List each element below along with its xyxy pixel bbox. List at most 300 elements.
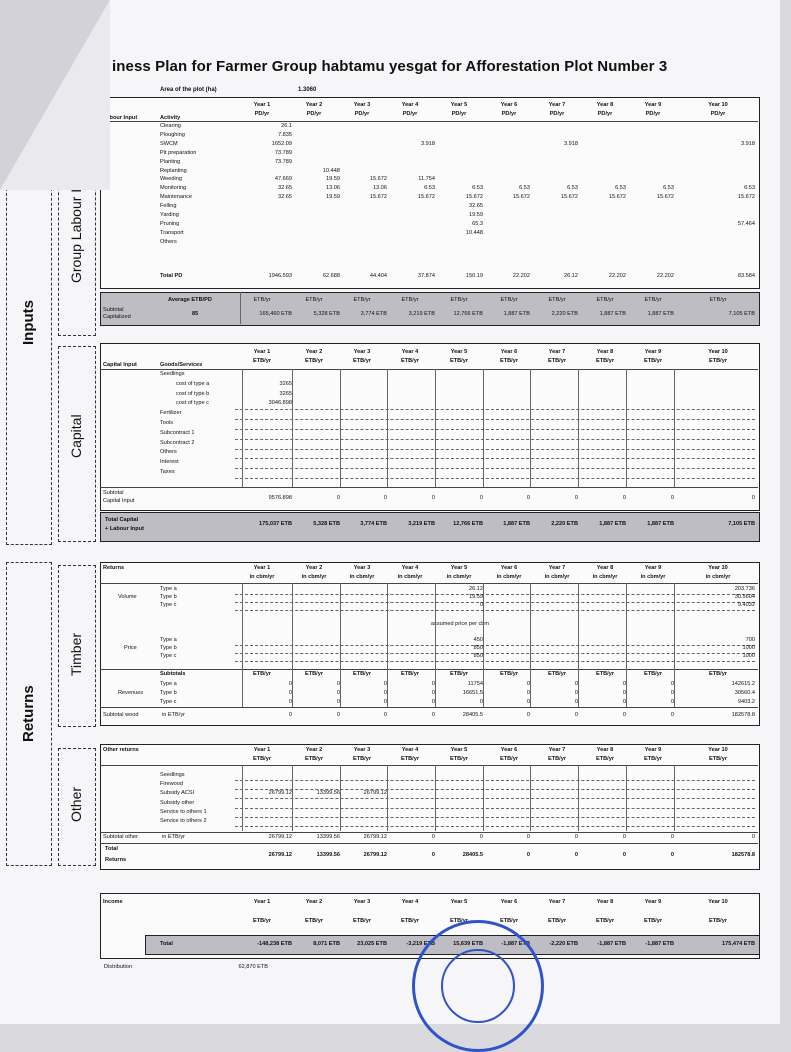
labour-unit-header: PD/yr [501,111,517,117]
capital-unit-header: ETB/yr [352,358,372,364]
income-unit-header: ETB/yr [252,918,272,924]
total-capital-value: 2,220 ETB [551,521,578,527]
revenue-value: 11754 [467,681,483,687]
timber-label: Timber [68,632,84,676]
capital-unit-header: ETB/yr [708,358,728,364]
capital-unit-header: ETB/yr [547,358,567,364]
income-unit-header: ETB/yr [304,918,324,924]
volume-value: 19.59 [469,594,483,601]
labour-activity-name: Yarding [160,212,179,218]
revenue-value: 0 [336,699,340,705]
labour-value: 3.918 [421,140,435,147]
row-divider [235,478,755,479]
revenues-label: Revenues [118,690,144,696]
row-divider [235,594,755,595]
column-divider [626,369,627,487]
labour-subtotal-value: 1,887 ETB [599,311,626,317]
total-capital-value: 3,219 ETB [408,521,435,527]
other-item-name: Seedlings [160,772,185,778]
price-type: Type b [160,645,177,652]
labour-value: 6.53 [424,185,435,192]
labour-value: 19.59 [326,194,340,201]
stamp-emblem [441,949,515,1023]
labour-year-header: Year 8 [596,102,614,108]
labour-activity-name: Clearing [160,123,181,129]
timber-subtotals-unit: ETB/yr [643,671,663,677]
other-unit-header: ETB/yr [643,756,663,762]
other-returns-header: Other returns [103,747,139,753]
subtotal-unit: ETB/yr [548,297,566,303]
column-divider [340,369,341,487]
total-pd-value: 44.404 [369,273,387,279]
column-divider [578,369,579,487]
capital-subtotal-value: 0 [336,495,340,501]
volume-type: Type a [160,586,177,592]
capital-item-name: cost of type b [176,390,210,397]
subtotal-wood-value: 0 [622,712,626,718]
total-returns-label2: Returns [105,857,127,863]
row-divider [100,487,758,488]
labour-activity-name: Planting [160,158,181,165]
other-year-header: Year 4 [401,747,419,753]
row-divider [100,583,758,584]
subtotal-unit: ETB/yr [596,297,614,303]
column-divider [483,583,484,707]
capital-value: 3046.898 [268,400,292,407]
total-returns-value: 0 [526,852,530,858]
total-capital-label: Total Capital [105,517,139,523]
timber-year-header: Year 8 [596,565,614,571]
labour-table [100,97,760,289]
capital-unit-header: ETB/yr [252,358,272,364]
total-pd-value: 22.202 [608,273,626,279]
total-capital-label2: + Labour Input [105,526,144,532]
timber-unit-header: in cbm/yr [544,574,570,580]
labour-activity-name: Monitoring [160,185,187,192]
timber-subtotals-unit: ETB/yr [352,671,372,677]
subtotal-wood-value: 0 [383,712,387,718]
row-divider [100,369,758,370]
labour-value: 6.53 [519,185,530,192]
labour-subtotal-value: 5,328 ETB [313,311,340,317]
subtotal-other-value: 0 [670,834,674,840]
price-value: 450 [473,637,483,643]
area-value: 1.3060 [298,87,317,93]
labour-value: 13.06 [326,185,340,192]
price-value: 1000 [742,653,755,660]
total-capital-value: 1,887 ETB [503,521,530,527]
revenue-value: 30560.4 [734,690,755,696]
capital-subtotal-value: 0 [431,495,435,501]
income-unit-header: ETB/yr [595,918,615,924]
total-pd-label: Total PD [160,273,183,279]
total-returns-value: 28405.5 [462,852,483,858]
capital-item-name: Interest [160,459,179,466]
row-divider [235,789,755,790]
income-unit-header: ETB/yr [708,918,728,924]
labour-value: 15.672 [465,194,483,201]
timber-year-header: Year 7 [548,565,566,571]
labour-year-header: Year 7 [548,102,566,108]
income-total-value: -1,887 ETB [645,941,674,947]
column-divider [674,765,675,831]
labour-value: 1652.09 [271,140,292,147]
column-divider [674,583,675,707]
total-capital-value: 1,887 ETB [647,521,674,527]
income-unit-header: ETB/yr [449,918,469,924]
timber-year-header: Year 5 [450,565,468,571]
revenue-value: 0 [288,690,292,696]
volume-value: 9.4032 [737,602,755,609]
labour-activity-name: Weeding [160,176,182,183]
capital-item-name: Subcontract 2 [160,439,195,446]
returns-label: Returns [20,685,37,742]
income-total-value: -1,887 ETB [597,941,626,947]
other-year-header: Year 7 [548,747,566,753]
capital-year-header: Year 5 [450,349,468,355]
labour-value: 6.53 [663,185,674,192]
timber-subtotals-unit: ETB/yr [252,671,272,677]
labour-year-header: Year 3 [353,102,371,108]
labour-value: 47.669 [274,176,292,183]
average-etb-value: 85 [192,311,199,317]
income-unit-header: ETB/yr [499,918,519,924]
other-unit-header: ETB/yr [449,756,469,762]
other-unit-header: ETB/yr [352,756,372,762]
capital-unit-header: ETB/yr [499,358,519,364]
labour-value: 6.53 [744,185,755,192]
labour-year-header: Year 9 [644,102,662,108]
row-divider [100,832,758,833]
capital-subtotal-label2: Capital Input [103,498,135,504]
capital-year-header: Year 7 [548,349,566,355]
labour-year-header: Year 4 [401,102,419,108]
labour-unit-header: PD/yr [549,111,565,117]
labour-activity-name: Ploughing [160,131,185,138]
labour-value: 6.53 [615,185,626,192]
column-divider [674,369,675,487]
timber-unit-header: in cbm/yr [592,574,618,580]
total-capital-value: 12,766 ETB [453,521,483,527]
subtotal-other-value: 0 [431,834,435,840]
capital-item-name: Others [160,449,177,456]
labour-year-header: Year 10 [708,102,728,108]
other-item-name: Subsidy ACSI [160,790,195,797]
row-divider [235,439,755,440]
labour-value: 73.789 [274,149,292,156]
column-divider [530,583,531,707]
timber-year-header: Year 2 [305,565,323,571]
income-year-header: Year 7 [548,899,566,905]
labour-unit-header: PD/yr [597,111,613,117]
other-year-header: Year 8 [596,747,614,753]
other-value: 26799.12 [268,790,292,797]
row-divider [235,610,755,611]
capital-unit-header: ETB/yr [449,358,469,364]
volume-value: 0 [479,602,483,609]
row-divider [235,808,755,809]
labour-value: 26.1 [281,123,292,129]
volume-value: 203.736 [734,586,755,592]
revenue-value: 0 [336,690,340,696]
column-divider [340,583,341,707]
income-unit-header: ETB/yr [547,918,567,924]
row-divider [235,409,755,410]
row-divider [235,419,755,420]
timber-year-header: Year 3 [353,565,371,571]
row-divider [100,765,758,766]
revenue-value: 0 [622,681,626,687]
revenue-value: 0 [526,699,530,705]
timber-year-header: Year 4 [401,565,419,571]
average-etb-label: Average ETB/PD [168,297,212,303]
revenue-type: Type b [160,690,177,696]
capital-subtotal-value: 0 [751,495,755,501]
labour-value: 15.672 [656,194,674,201]
labour-value: 10.448 [322,167,340,174]
labour-unit-header: PD/yr [645,111,661,117]
revenue-value: 9403.2 [737,699,755,705]
capital-year-header: Year 4 [401,349,419,355]
column-divider [242,765,243,831]
other-year-header: Year 3 [353,747,371,753]
column-divider [242,583,243,707]
capital-item-name: Subcontract 1 [160,429,195,436]
total-pd-value: 83.584 [737,273,755,279]
total-pd-value: 22.202 [656,273,674,279]
labour-unit-header: PD/yr [710,111,726,117]
capital-subtotal-value: 9576.898 [268,495,292,501]
capital-subtotal-value: 0 [622,495,626,501]
labour-activity-name: SWCM [160,140,178,147]
assumed-price-label: assumed price per cbm [430,621,490,627]
revenue-value: 0 [383,690,387,696]
inputs-label: Inputs [20,300,37,345]
price-value: 850 [473,645,483,652]
subtotal-wood-value: 28405.5 [462,712,483,718]
column-divider [483,369,484,487]
income-year-header: Year 2 [305,899,323,905]
capital-item-name: Seedlings [160,371,185,377]
capital-year-header: Year 10 [708,349,728,355]
subtotal-other-value: 0 [526,834,530,840]
total-pd-value: 37.874 [417,273,435,279]
capital-subtotal-label: Subtotal [103,490,124,496]
timber-unit-header: in cbm/yr [496,574,522,580]
row-divider [235,449,755,450]
total-returns-value: 0 [622,852,626,858]
subtotal-unit: ETB/yr [709,297,727,303]
other-item-name: Service to others 1 [160,808,207,815]
row-divider [235,653,755,654]
other-value: 13399.56 [316,790,340,797]
capital-value: 3265 [279,390,292,397]
timber-year-header: Year 9 [644,565,662,571]
official-stamp [412,920,544,1052]
timber-unit-header: in cbm/yr [705,574,731,580]
labour-unit-header: PD/yr [451,111,467,117]
labour-value: 19.59 [469,212,483,218]
capital-year-header: Year 2 [305,349,323,355]
other-label: Other [68,786,84,822]
labour-activity-name: Pit preparation [160,149,197,156]
distribution-value: 62,870 ETB [238,964,268,970]
revenue-value: 0 [670,699,674,705]
capital-item-name: Tools [160,420,174,426]
revenue-value: 0 [526,681,530,687]
income-total-value: -1,887 ETB [501,941,530,947]
capital-year-header: Year 3 [353,349,371,355]
labour-value: 15.672 [512,194,530,201]
row-divider [100,121,758,122]
revenue-value: 0 [622,690,626,696]
row-divider [100,843,758,844]
timber-year-header: Year 6 [500,565,518,571]
column-divider [626,765,627,831]
total-capital-value: 1,887 ETB [599,521,626,527]
subtotal-wood-value: 0 [670,712,674,718]
subtotal-wood-value: 0 [431,712,435,718]
revenue-value: 16651.5 [462,690,483,696]
capital-header: Capital Input [103,362,137,368]
labour-subtotal-value: 2,220 ETB [551,311,578,317]
labour-value: 15.672 [737,194,755,201]
area-label: Area of the plot (ha) [160,87,217,93]
other-unit-header: ETB/yr [252,756,272,762]
revenue-value: 0 [431,690,435,696]
labour-year-header: Year 2 [305,102,323,108]
other-value: 26799.12 [363,790,387,797]
labour-unit-header: PD/yr [402,111,418,117]
subtotal-unit: ETB/yr [644,297,662,303]
price-type: Type c [160,653,177,660]
column-divider [387,369,388,487]
subtotal-wood-value: 0 [526,712,530,718]
income-total-value: 15,639 ETB [453,941,483,947]
column-divider [578,583,579,707]
labour-subtotal-value: 3,774 ETB [360,311,387,317]
column-divider [242,369,243,487]
labour-value: 32.65 [278,185,292,192]
labour-activity-name: Transport [160,229,184,236]
row-divider [100,707,758,708]
subtotal-unit: ETB/yr [401,297,419,303]
subtotal-other-value: 0 [751,834,755,840]
total-returns-value: 0 [574,852,578,858]
row-divider [235,429,755,430]
labour-year-header: Year 5 [450,102,468,108]
distribution-label: Distribution [104,964,132,970]
timber-unit-header: in cbm/yr [640,574,666,580]
other-unit-header: ETB/yr [304,756,324,762]
capital-year-header: Year 6 [500,349,518,355]
capital-item-name: cost of type a [176,380,210,387]
subtotal-wood-unit: in ETB/yr [162,712,186,718]
column-divider [530,765,531,831]
capitalized-label: Capitalized [103,314,131,320]
subtotal-other-value: 0 [622,834,626,840]
capital-subtotal-value: 0 [479,495,483,501]
revenue-value: 0 [288,699,292,705]
income-total-value: 175,474 ETB [722,941,755,947]
subtotal-label: Subtotal [103,307,124,313]
total-capital-value: 5,328 ETB [313,521,340,527]
labour-value: 15.672 [369,176,387,183]
timber-subtotals-unit: ETB/yr [400,671,420,677]
income-total-value: -2,220 ETB [549,941,578,947]
capital-item-name: cost of type c [176,400,209,407]
timber-subtotals-unit: ETB/yr [499,671,519,677]
subtotal-wood-value: 0 [574,712,578,718]
labour-value: 15.672 [608,194,626,201]
capital-unit-header: ETB/yr [304,358,324,364]
income-total-value: -148,238 ETB [257,941,292,947]
column-divider [435,583,436,707]
goods-header: Goods/Services [160,362,203,368]
labour-value: 19.59 [326,176,340,183]
labour-value: 11.754 [418,176,435,183]
income-unit-header: ETB/yr [643,918,663,924]
capital-subtotal-value: 0 [670,495,674,501]
labour-value: 65.3 [472,220,483,227]
other-item-name: Firewood [160,781,184,788]
capital-year-header: Year 8 [596,349,614,355]
income-total-value: -3,219 ETB [406,941,435,947]
timber-subtotals-unit: ETB/yr [595,671,615,677]
other-unit-header: ETB/yr [400,756,420,762]
labour-subtotal-value: 12,766 ETB [453,311,483,317]
labour-subtotal-value: 1,887 ETB [503,311,530,317]
revenue-value: 0 [431,681,435,687]
labour-value: 15.672 [417,194,435,201]
labour-activity-name: Maintenance [160,194,193,201]
subtotal-other-value: 26799.12 [363,834,387,840]
labour-value: 6.53 [472,185,483,192]
revenue-value: 0 [526,690,530,696]
volume-value: 26.12 [469,586,483,592]
revenue-type: Type c [160,699,177,705]
subtotal-wood-value: 0 [336,712,340,718]
total-returns-value: 182578.8 [731,852,755,858]
total-pd-value: 150.19 [465,273,483,279]
income-year-header: Year 4 [401,899,419,905]
timber-unit-header: in cbm/yr [397,574,423,580]
other-unit-header: ETB/yr [708,756,728,762]
income-total-label: Total [160,941,173,947]
total-pd-value: 62.688 [322,273,340,279]
activity-header: Activity [160,115,181,121]
capital-item-name: Taxes [160,469,175,475]
row-divider [235,602,755,603]
price-value: 1000 [742,645,755,652]
income-unit-header: ETB/yr [352,918,372,924]
subtotal-other-value: 0 [479,834,483,840]
income-year-header: Year 9 [644,899,662,905]
income-year-header: Year 8 [596,899,614,905]
other-item-name: Subsidy other [160,799,195,806]
other-year-header: Year 10 [708,747,728,753]
total-returns-value: 26799.12 [363,852,387,858]
other-unit-header: ETB/yr [595,756,615,762]
income-year-header: Year 5 [450,899,468,905]
income-header: Income [103,899,123,905]
labour-subtotal-value: 7,105 ETB [728,311,755,317]
row-divider [235,780,755,781]
capital-subtotal-value: 0 [574,495,578,501]
row-divider [235,645,755,646]
labour-year-header: Year 6 [500,102,518,108]
row-divider [235,798,755,799]
